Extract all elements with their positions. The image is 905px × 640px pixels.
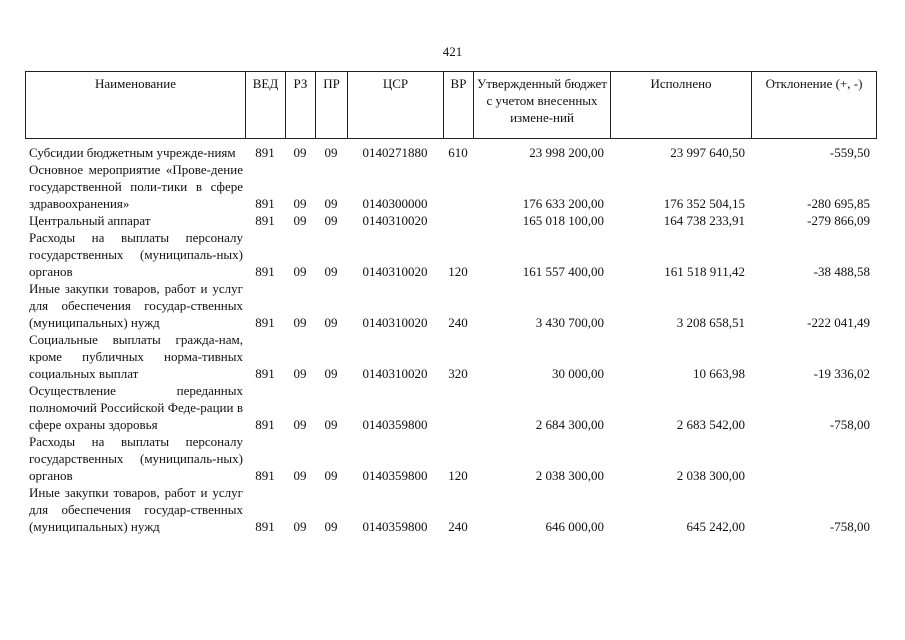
- cell-deviation: -222 041,49: [807, 315, 870, 330]
- cell-csr: 0140359800: [362, 468, 428, 483]
- cell-rz: 09: [293, 468, 307, 483]
- cell-executed: 2 683 542,00: [676, 417, 745, 432]
- cell-executed: 164 738 233,91: [663, 213, 745, 228]
- cell-approved: 3 430 700,00: [535, 315, 604, 330]
- cell-name: Иные закупки товаров, работ и услуг для обеспечения государ-ственных (муниципальных) нужд: [29, 485, 243, 534]
- table-row: [25, 229, 876, 280]
- cell-executed: 23 997 640,50: [670, 145, 745, 160]
- table-body: [25, 144, 876, 535]
- cell-rz: 09: [293, 145, 307, 160]
- cell-rz: 09: [293, 315, 307, 330]
- cell-executed: 10 663,98: [693, 366, 745, 381]
- cell-ved: 891: [255, 468, 275, 483]
- cell-pr: 09: [324, 366, 338, 381]
- cell-vr: 240: [448, 315, 468, 330]
- header-name: Наименование: [26, 72, 246, 139]
- cell-name: Центральный аппарат: [29, 213, 151, 228]
- cell-vr: [443, 161, 473, 212]
- cell-ved: 891: [255, 366, 275, 381]
- cell-ved: 891: [255, 145, 275, 160]
- cell-ved: 891: [255, 213, 275, 228]
- cell-approved: 2 684 300,00: [535, 417, 604, 432]
- cell-csr: 0140310020: [362, 366, 428, 381]
- cell-pr: 09: [324, 264, 338, 279]
- table-row: [25, 212, 876, 229]
- cell-name: Расходы на выплаты персоналу государственных (муниципаль-ных) органов: [29, 434, 243, 483]
- cell-executed: 3 208 658,51: [676, 315, 745, 330]
- cell-pr: 09: [324, 213, 338, 228]
- cell-deviation: [751, 433, 876, 484]
- cell-vr: [443, 212, 473, 229]
- cell-deviation: -279 866,09: [807, 213, 870, 228]
- cell-pr: 09: [324, 417, 338, 432]
- cell-name: Социальные выплаты гражда-нам, кроме публичных норма-тивных социальных выплат: [29, 332, 243, 381]
- cell-pr: 09: [324, 145, 338, 160]
- cell-ved: 891: [255, 519, 275, 534]
- header-approved: Утвержденный бюджет с учетом внесенных измене-ний: [474, 72, 611, 139]
- cell-deviation: -758,00: [829, 417, 870, 432]
- cell-csr: 0140271880: [362, 145, 428, 160]
- cell-csr: 0140310020: [362, 213, 428, 228]
- cell-ved: 891: [255, 196, 275, 211]
- cell-rz: 09: [293, 417, 307, 432]
- table-row: [25, 382, 876, 433]
- cell-vr: 320: [448, 366, 468, 381]
- header-ved: ВЕД: [246, 72, 286, 139]
- cell-approved: 30 000,00: [552, 366, 604, 381]
- cell-rz: 09: [293, 264, 307, 279]
- header-deviation: Отклонение (+, -): [752, 72, 877, 139]
- cell-csr: 0140310020: [362, 264, 428, 279]
- cell-rz: 09: [293, 213, 307, 228]
- cell-approved: 161 557 400,00: [522, 264, 604, 279]
- cell-name: Осуществление переданных полномочий Российской Феде-рации в сфере охраны здоровья: [29, 383, 243, 432]
- header-executed: Исполнено: [611, 72, 752, 139]
- cell-approved: 646 000,00: [545, 519, 604, 534]
- cell-deviation: -280 695,85: [807, 196, 870, 211]
- cell-executed: 176 352 504,15: [663, 196, 745, 211]
- table-row: [25, 280, 876, 331]
- cell-pr: 09: [324, 315, 338, 330]
- cell-vr: [443, 382, 473, 433]
- cell-executed: 645 242,00: [686, 519, 745, 534]
- table-header: [25, 71, 877, 139]
- cell-vr: 120: [448, 264, 468, 279]
- cell-pr: 09: [324, 519, 338, 534]
- cell-approved: 176 633 200,00: [522, 196, 604, 211]
- cell-csr: 0140310020: [362, 315, 428, 330]
- cell-pr: 09: [324, 196, 338, 211]
- cell-pr: 09: [324, 468, 338, 483]
- cell-vr: 240: [448, 519, 468, 534]
- header-rz: РЗ: [286, 72, 316, 139]
- table-row: [25, 433, 876, 484]
- header-csr: ЦСР: [348, 72, 444, 139]
- table-row: [25, 144, 876, 161]
- cell-rz: 09: [293, 196, 307, 211]
- cell-executed: 161 518 911,42: [664, 264, 745, 279]
- cell-deviation: -559,50: [829, 145, 870, 160]
- cell-ved: 891: [255, 264, 275, 279]
- cell-approved: 23 998 200,00: [529, 145, 604, 160]
- header-vr: ВР: [444, 72, 474, 139]
- cell-vr: 610: [448, 145, 468, 160]
- cell-deviation: -38 488,58: [813, 264, 870, 279]
- table-row: [25, 331, 876, 382]
- table-row: [25, 484, 876, 535]
- cell-ved: 891: [255, 417, 275, 432]
- cell-csr: 0140359800: [362, 417, 428, 432]
- table-row: [25, 161, 876, 212]
- cell-name: Расходы на выплаты персоналу государственных (муниципаль-ных) органов: [29, 230, 243, 279]
- cell-vr: 120: [448, 468, 468, 483]
- cell-name: Субсидии бюджетным учрежде-ниям: [29, 145, 236, 160]
- cell-approved: 165 018 100,00: [522, 213, 604, 228]
- cell-name: Основное мероприятие «Прове-дение государственной поли-тики в сфере здравоохранения»: [29, 162, 243, 211]
- cell-rz: 09: [293, 519, 307, 534]
- cell-ved: 891: [255, 315, 275, 330]
- cell-csr: 0140359800: [362, 519, 428, 534]
- cell-name: Иные закупки товаров, работ и услуг для обеспечения государ-ственных (муниципальных) нужд: [29, 281, 243, 330]
- cell-deviation: -758,00: [829, 519, 870, 534]
- cell-deviation: -19 336,02: [813, 366, 870, 381]
- cell-approved: 2 038 300,00: [535, 468, 604, 483]
- cell-executed: 2 038 300,00: [676, 468, 745, 483]
- header-pr: ПР: [316, 72, 348, 139]
- cell-rz: 09: [293, 366, 307, 381]
- page-number: 421: [442, 44, 463, 59]
- cell-csr: 0140300000: [362, 196, 428, 211]
